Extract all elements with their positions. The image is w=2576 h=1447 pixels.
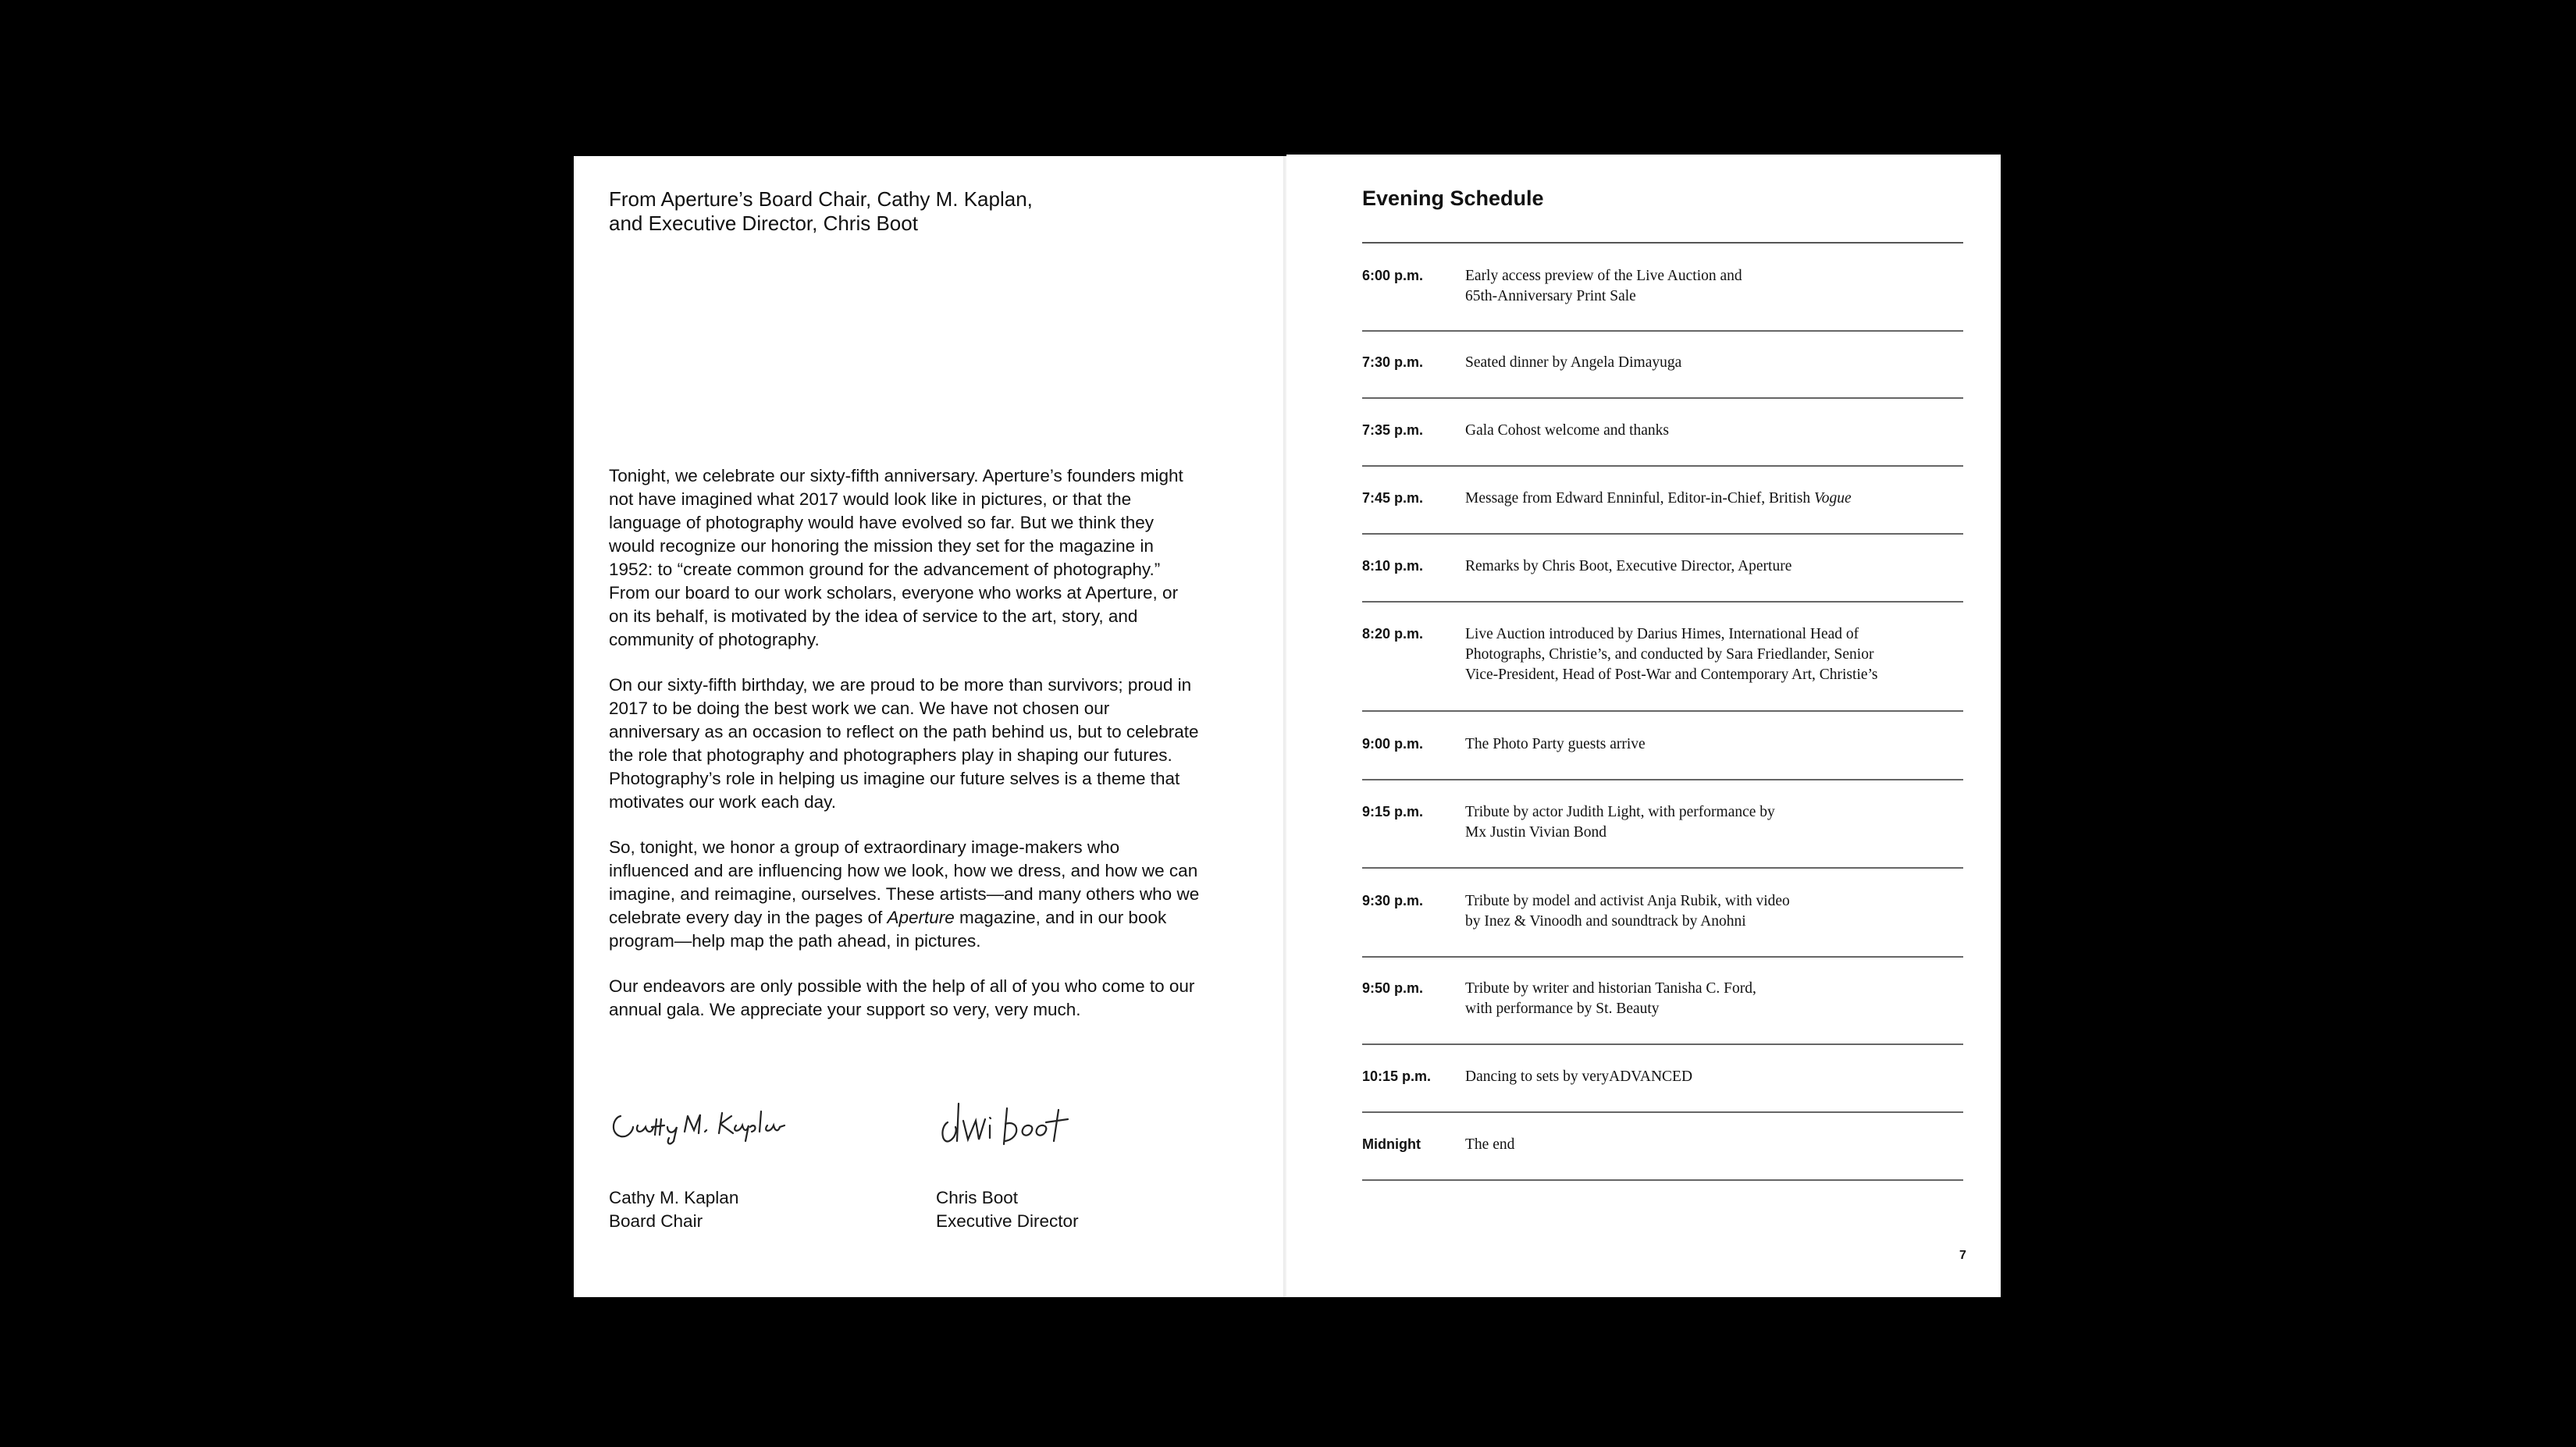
schedule-time: 8:10 p.m. [1362,558,1424,574]
description-line [1465,624,1949,645]
schedule-time: 9:15 p.m. [1362,804,1424,819]
schedule-description [1465,421,1949,441]
description-line [1465,665,1949,685]
description-line [1465,489,1949,509]
letter-heading [609,187,1093,236]
signer-name: Cathy M. Kaplan [609,1188,739,1207]
schedule-title: Evening Schedule [1362,187,1544,210]
schedule-description [1465,979,1949,1019]
aperture-magazine-title: Aperture [887,908,955,927]
description-line [1465,556,1949,577]
schedule-time: Midnight [1362,1136,1421,1152]
schedule-description [1465,489,1949,509]
schedule-time: 10:15 p.m. [1362,1068,1432,1084]
kaplan-signature [607,1093,794,1147]
description-text: The Photo Party guests arrive [1465,736,1646,752]
letter-paragraph-3 [609,836,1202,953]
description-text: The end [1465,1136,1515,1153]
schedule-divider [1362,533,1963,535]
description-line [1465,286,1949,307]
description-line [1465,266,1949,286]
description-text: Tribute by writer and historian Tanisha C. Ford, [1465,980,1756,997]
signer-role: Executive Director [936,1211,1079,1231]
schedule-divider [1362,1179,1963,1181]
description-text: Seated dinner by Angela Dimayuga [1465,354,1682,371]
left-page [574,156,1286,1297]
description-line [1465,645,1949,665]
description-text: Tribute by actor Judith Light, with performance by [1465,804,1775,820]
letter-body [609,464,1202,1043]
schedule-description [1465,1067,1949,1087]
page-number: 7 [1959,1249,1966,1262]
schedule-description [1465,734,1949,755]
schedule-divider [1362,397,1963,399]
description-text: Tribute by model and activist Anja Rubik, with video [1465,893,1790,909]
schedule-divider [1362,601,1963,603]
description-text: 65th-Anniversary Print Sale [1465,288,1636,304]
schedule-description [1465,624,1949,685]
schedule-description [1465,802,1949,843]
description-line [1465,912,1949,932]
signer-kaplan [609,1186,738,1233]
description-line [1465,823,1949,843]
schedule-description [1465,1135,1949,1155]
schedule-divider [1362,867,1963,869]
schedule-time: 7:35 p.m. [1362,422,1424,438]
description-line [1465,802,1949,823]
signer-boot [936,1186,1079,1233]
schedule-description [1465,266,1949,307]
schedule-divider [1362,465,1963,467]
schedule-time: 9:00 p.m. [1362,736,1424,752]
description-line [1465,1067,1949,1087]
schedule-divider [1362,710,1963,712]
description-text: Mx Justin Vivian Bond [1465,824,1607,841]
letter-heading-line-2: and Executive Director, Chris Boot [609,212,918,235]
boot-signature [929,1093,1085,1155]
description-text: by Inez & Vinoodh and soundtrack by Anohni [1465,913,1746,930]
description-text: Photographs, Christie’s, and conducted by Sara Friedlander, Senior [1465,646,1874,663]
schedule-description [1465,556,1949,577]
description-line [1465,1135,1949,1155]
vogue-title: Vogue [1813,490,1852,507]
schedule-divider [1362,779,1963,780]
letter-heading-line-1: From Aperture’s Board Chair, Cathy M. Kaplan, [609,187,1033,211]
schedule-description [1465,891,1949,932]
description-line [1465,734,1949,755]
schedule-divider [1362,330,1963,332]
description-text: with performance by St. Beauty [1465,1001,1660,1017]
right-page [1286,155,2001,1297]
letter-paragraph-1: Tonight, we celebrate our sixty-fifth anniversary. Aperture’s founders might not have imagined what 2017 would look like in pictures, or that the language of photography would have evolved so far. But we think they would recognize our honoring the mission they set for the magazine in 1952: to “create common ground for the advancement of photography.” From our board to our work scholars, everyone who works at Aperture, or on its behalf, is motivated by the idea of service to the art, story, and community of photography. [609,466,1183,649]
paragraph-3-text-b: magazine, and in our book program—help map the path ahead, in pictures. [609,908,1167,951]
signer-name: Chris Boot [936,1188,1019,1207]
schedule-time: 8:20 p.m. [1362,626,1424,642]
title-rule [1362,242,1963,244]
letter-paragraph-2: On our sixty-fifth birthday, we are proud to be more than survivors; proud in 2017 to be doing the best work we can. We have not chosen our anniversary as an occasion to reflect on the path behind us, but to celebrate the role that photography and photographers play in shaping our futures. Photography’s role in helping us imagine our future selves is a theme that motivates our work each day. [609,675,1199,812]
schedule-divider [1362,1111,1963,1113]
description-text: Early access preview of the Live Auction and [1465,268,1742,284]
description-text: Vice-President, Head of Post-War and Contemporary Art, Christie’s [1465,667,1878,683]
description-line [1465,999,1949,1019]
schedule-description [1465,353,1949,373]
schedule-time: 7:30 p.m. [1362,354,1424,370]
description-line [1465,891,1949,912]
schedule-time: 9:30 p.m. [1362,893,1424,908]
letter-paragraph-4: Our endeavors are only possible with the help of all of you who come to our annual gala. We appreciate your support so very, very much. [609,976,1195,1019]
schedule-divider [1362,1043,1963,1045]
schedule-divider [1362,956,1963,958]
schedule-time: 7:45 p.m. [1362,490,1424,506]
schedule-time: 9:50 p.m. [1362,980,1424,996]
description-text: Gala Cohost welcome and thanks [1465,422,1670,439]
description-line [1465,353,1949,373]
description-text: Message from Edward Enninful, Editor-in-Chief, British [1465,490,1814,507]
paragraph-3-text-a: So, tonight, we honor a group of extraordinary image-makers who influenced and are influencing how we look, how we dress, and how we can imagine, and reimagine, ourselves. These artists—and many others who we celebrate every day in the pages of [609,837,1200,927]
description-text: Dancing to sets by veryADVANCED [1465,1068,1693,1085]
description-text: Live Auction introduced by Darius Himes, International Head of [1465,626,1859,642]
description-text: Remarks by Chris Boot, Executive Director, Aperture [1465,558,1792,574]
description-line [1465,979,1949,999]
schedule-time: 6:00 p.m. [1362,268,1424,283]
description-line [1465,421,1949,441]
signer-role: Board Chair [609,1211,703,1231]
